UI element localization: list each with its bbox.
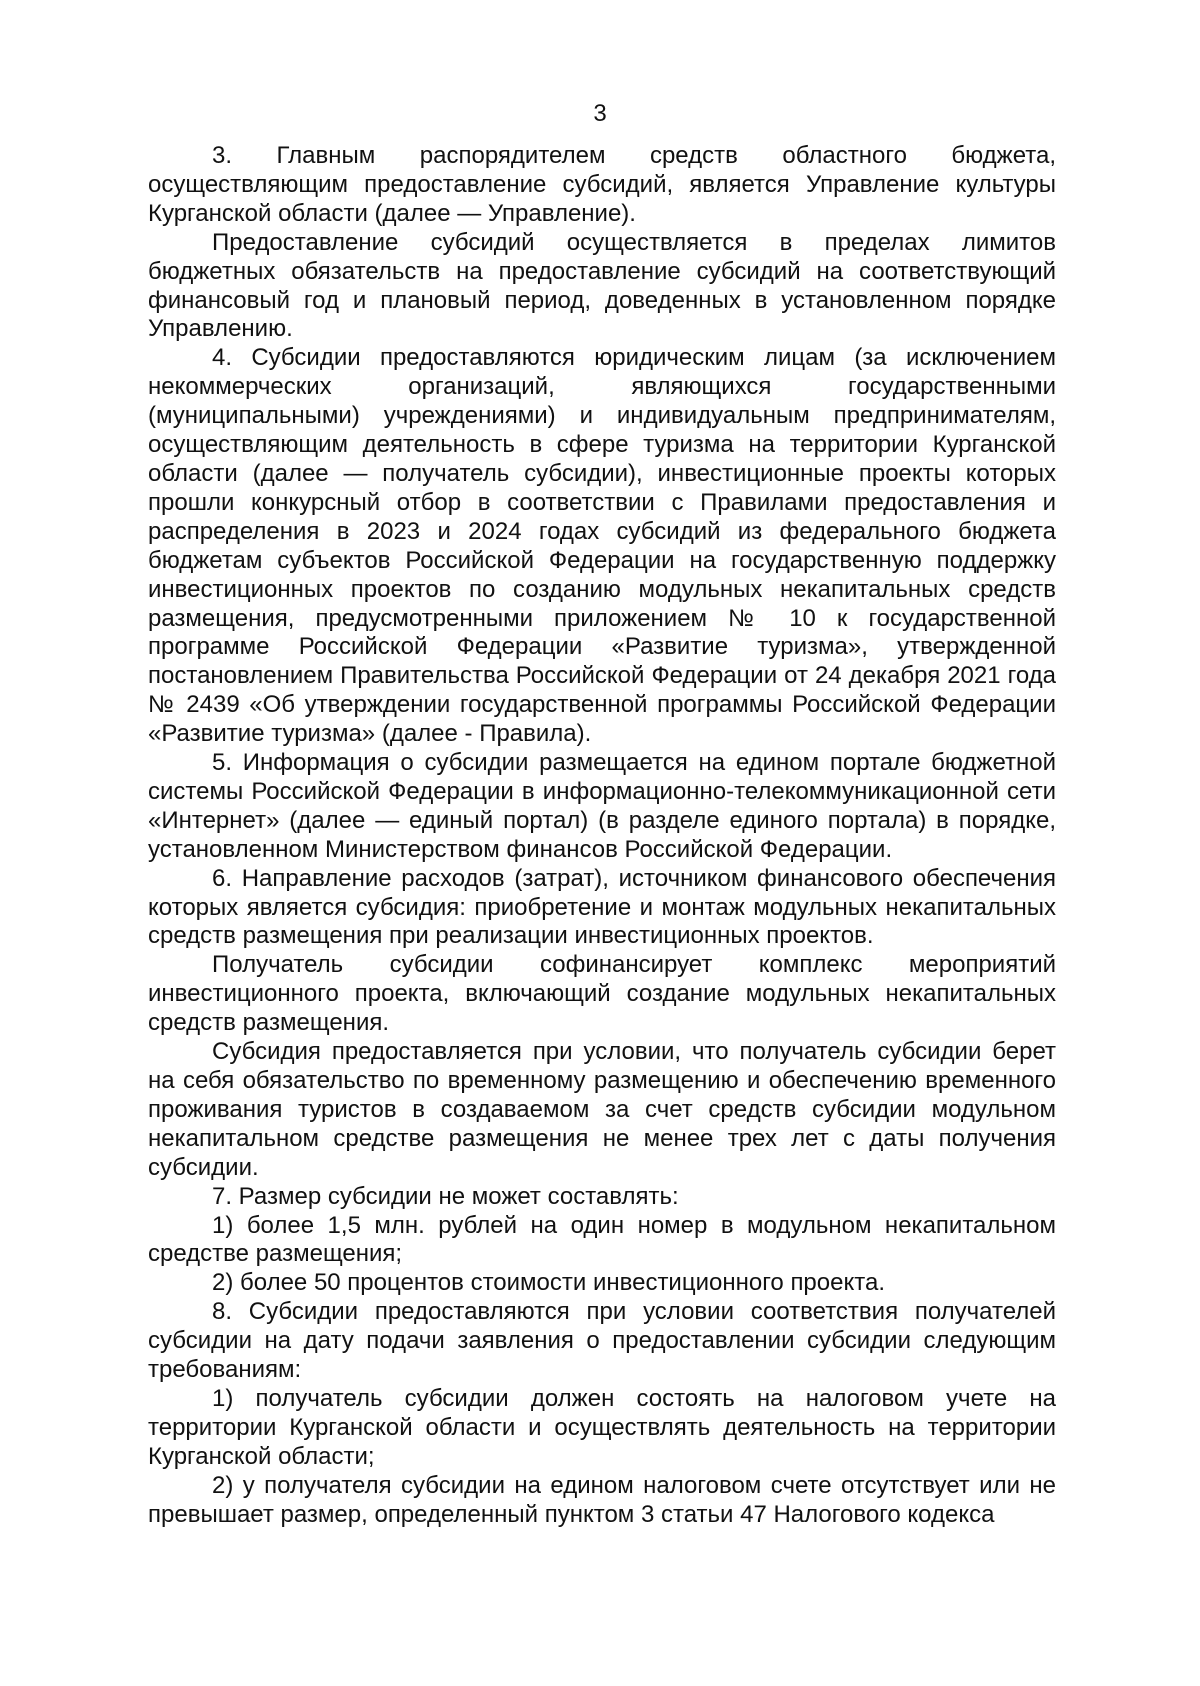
paragraph: 7. Размер субсидии не может составлять: — [212, 1182, 679, 1210]
paragraph: 3. Главным распорядителем средств областного бюджета, осуществляющим предоставление субсидий, является Управление культуры Курганской области (далее — Управление). — [148, 142, 1056, 227]
document-body — [148, 142, 1056, 1530]
paragraph: 8. Субсидии предоставляются при условии соответствия получателей субсидии на дату подачи заявления о предоставлении субсидии следующим требованиям: — [148, 1298, 1056, 1384]
paragraph: 4. Субсидии предоставляются юридическим лицам (за исключением некоммерческих организаций, являющихся государственными (муниципальными) учреждениями) и индивидуальным предпринимателям, осуществляющим деятельность в сфере туризма на территории Курганской области (далее — получатель субсидии), инвестиционные проекты которых прошли конкурсный отбор в соответствии с Правилами предоставления и распределения в 2023 и 2024 годах субсидий из федерального бюджета бюджетам субъектов Российской Федерации на государственную поддержку инвестиционных проектов по созданию модульных некапитальных средств размещения, предусмотренными приложением № 10 к государственной программе Российской Федерации «Развитие туризма», утвержденной постановлением Правительства Российской Федерации от 24 декабря 2021 года № 2439 «Об утверждении государственной программы Российской Федерации «Развитие туризма» (далее - Правила). — [148, 344, 1056, 748]
page-number: 3 — [593, 100, 607, 127]
paragraph: 6. Направление расходов (затрат), источником финансового обеспечения которых является субсидия: приобретение и монтаж модульных некапитальных средств размещения при реализации инвестиционных проектов. — [148, 864, 1056, 950]
paragraph: 2) более 50 процентов стоимости инвестиционного проекта. — [212, 1269, 885, 1297]
paragraph: Предоставление субсидий осуществляется в пределах лимитов бюджетных обязательств на предоставление субсидий на соответствующий финансовый год и плановый период, доведенных в установленном порядке Управлению. — [148, 228, 1056, 343]
paragraph: 1) получатель субсидии должен состоять на налоговом учете на территории Курганской области и осуществлять деятельность на территории Курганской области; — [148, 1384, 1056, 1470]
paragraph: Получатель субсидии софинансирует комплекс мероприятий инвестиционного проекта, включающий создание модульных некапитальных средств размещения. — [148, 951, 1056, 1037]
paragraph: 2) у получателя субсидии на едином налоговом счете отсутствует или не превышает размер, определенный пунктом 3 статьи 47 Налогового кодекса — [148, 1471, 1056, 1528]
paragraph: 5. Информация о субсидии размещается на едином портале бюджетной системы Российской Федерации в информационно-телекоммуникационной сети «Интернет» (далее — единый портал) (в разделе единого портала) в порядке, установленном Министерством финансов Российской Федерации. — [148, 749, 1056, 863]
paragraph: Субсидия предоставляется при условии, что получатель субсидии берет на себя обязательство по временному размещению и обеспечению временного проживания туристов в создаваемом за счет средств субсидии модульном некапитальном средстве размещения не менее трех лет с даты получения субсидии. — [148, 1038, 1056, 1181]
paragraph: 1) более 1,5 млн. рублей на один номер в модульном некапитальном средстве размещения; — [148, 1211, 1056, 1268]
